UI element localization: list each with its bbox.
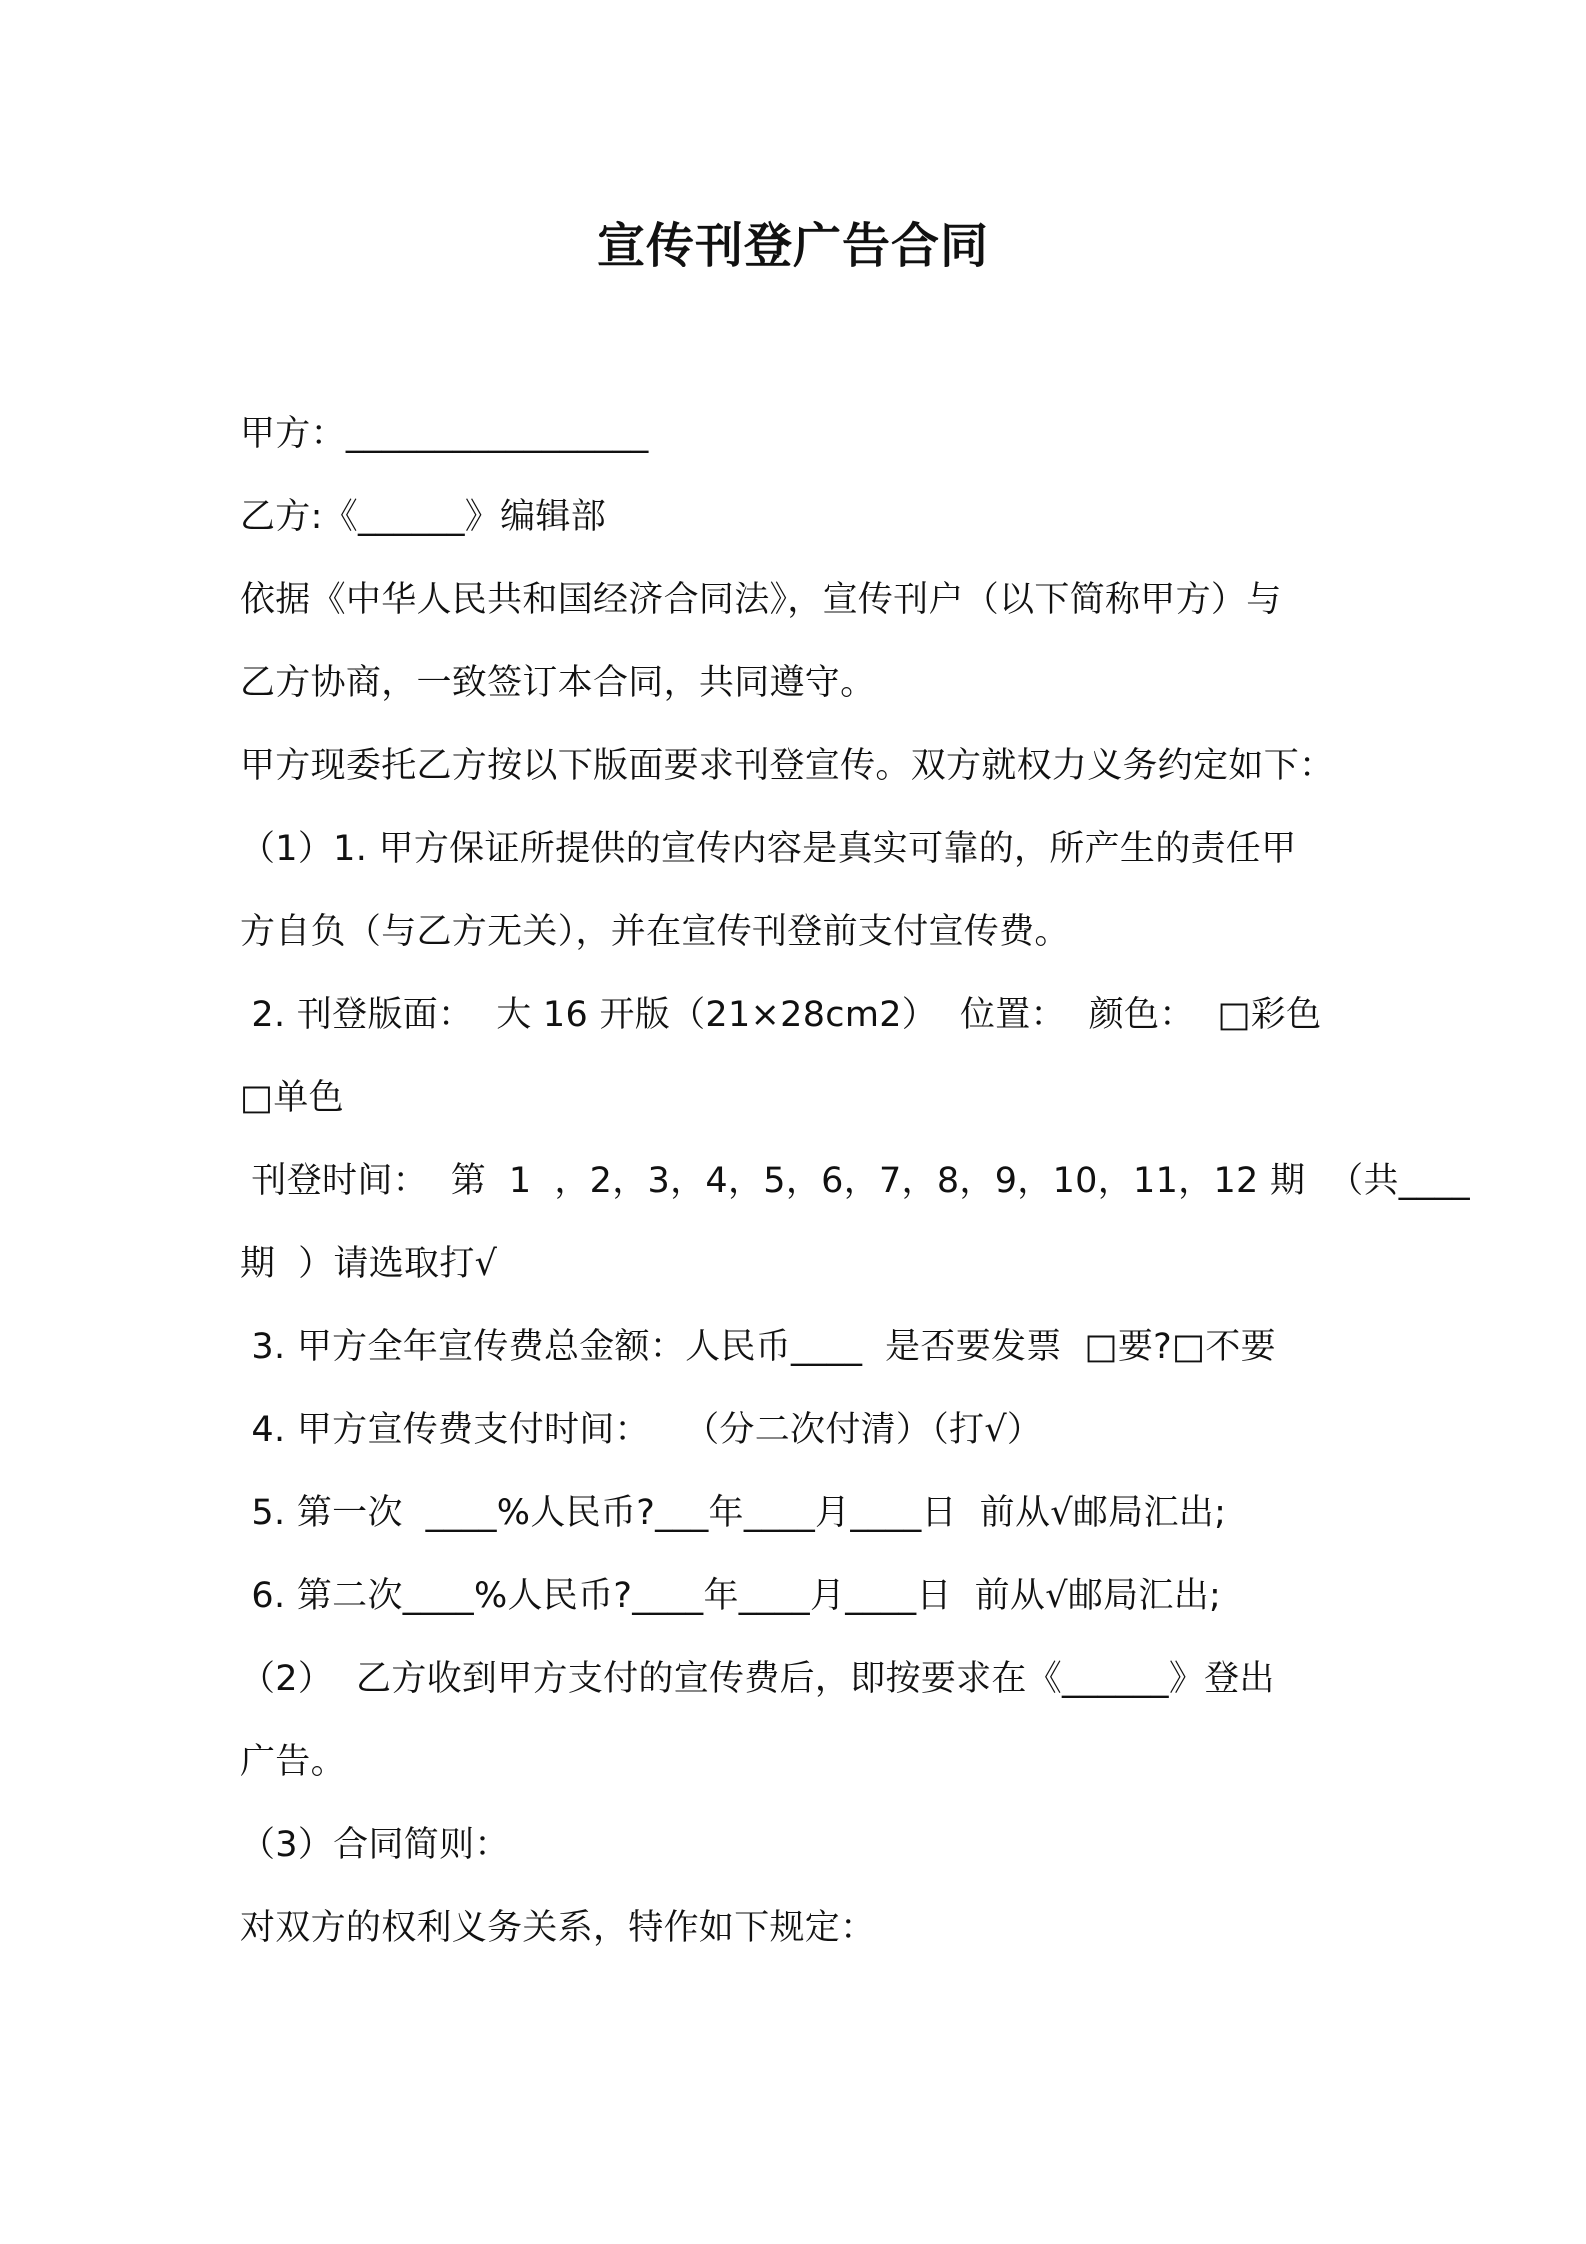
party-a-line: 甲方：_________________ [240, 414, 649, 454]
commission-paragraph: 甲方现委托乙方按以下版面要求刊登宣传。双方就权力义务约定如下： [240, 746, 1335, 786]
clause-1-2-line-2: □单色 [240, 1078, 344, 1118]
basis-paragraph-line-2: 乙方协商，一致签订本合同，共同遵守。 [240, 663, 876, 703]
clause-3-heading: （3）合同简则： [240, 1825, 510, 1865]
basis-paragraph-line-1: 依据《中华人民共和国经济合同法》，宣传刊户（以下简称甲方）与 [240, 580, 1282, 620]
publish-time-line-1: 刊登时间： 第 1 ，2，3，4，5，6，7，8，9，10，11，12 期 （共____ [240, 1161, 1470, 1201]
party-b-line: 乙方:《______》编辑部 [240, 497, 606, 537]
rules-intro: 对双方的权利义务关系，特作如下规定： [240, 1908, 876, 1948]
clause-1-2-line-1: 2. 刊登版面： 大 16 开版（21×28cm2） 位置： 颜色： □彩色 [240, 995, 1322, 1035]
clause-2-line-1: （2） 乙方收到甲方支付的宣传费后，即按要求在《______》登出 [240, 1659, 1275, 1699]
clause-1-4: 4. 甲方宣传费支付时间： （分二次付清）（打√） [240, 1410, 1043, 1450]
clause-1-3: 3. 甲方全年宣传费总金额：人民币____ 是否要发票 □要?□不要 [240, 1327, 1276, 1367]
publish-time-line-2: 期 ）请选取打√ [240, 1244, 498, 1284]
document-title: 宣传刊登广告合同 [596, 218, 989, 274]
clause-1-5: 5. 第一次 ____%人民币?___年____月____日 前从√邮局汇出; [240, 1493, 1227, 1533]
clause-1-1-line-1: （1）1. 甲方保证所提供的宣传内容是真实可靠的，所产生的责任甲 [240, 829, 1297, 869]
clause-1-1-line-2: 方自负（与乙方无关），并在宣传刊登前支付宣传费。 [240, 912, 1070, 952]
clause-2-line-2: 广告。 [240, 1742, 346, 1782]
clause-1-6: 6. 第二次____%人民币?____年____月____日 前从√邮局汇出; [240, 1576, 1222, 1616]
